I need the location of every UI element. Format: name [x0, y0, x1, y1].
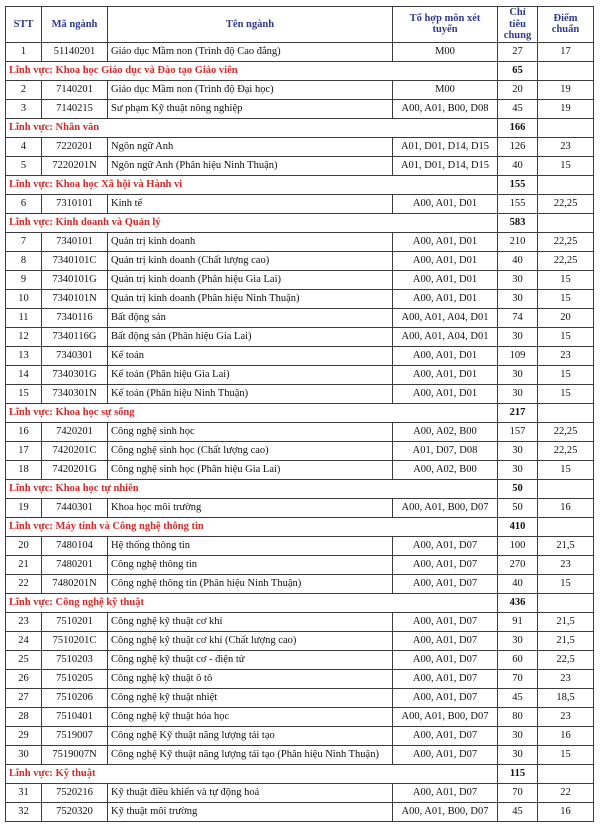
cell-quota: 45 — [498, 802, 538, 821]
cell-code: 7340101N — [42, 289, 108, 308]
cell-combo: A01, D07, D08 — [393, 441, 498, 460]
cell-code: 7480104 — [42, 536, 108, 555]
cell-name: Sư phạm Kỹ thuật nông nghiệp — [108, 99, 393, 118]
cell-code: 7140215 — [42, 99, 108, 118]
cell-score: 15 — [538, 156, 594, 175]
cell-score: 16 — [538, 498, 594, 517]
cell-combo: A00, A01, D01 — [393, 346, 498, 365]
cell-combo: A00, A01, D01 — [393, 194, 498, 213]
cell-combo: M00 — [393, 80, 498, 99]
cell-score: 15 — [538, 460, 594, 479]
cell-name: Công nghệ thông tin (Phân hiệu Ninh Thuận) — [108, 574, 393, 593]
cell-quota: 70 — [498, 783, 538, 802]
cell-code: 51140201 — [42, 42, 108, 61]
section-total: 436 — [498, 593, 538, 612]
cell-name: Ngôn ngữ Anh — [108, 137, 393, 156]
cell-name: Giáo dục Mầm non (Trình độ Đại học) — [108, 80, 393, 99]
header-score: Điểm chuẩn — [538, 7, 594, 43]
cell-score: 22,25 — [538, 251, 594, 270]
cell-quota: 50 — [498, 498, 538, 517]
cell-stt: 7 — [6, 232, 42, 251]
cell-combo: A00, A01, D01 — [393, 251, 498, 270]
cell-name: Kinh tế — [108, 194, 393, 213]
section-row — [6, 213, 594, 232]
cell-code: 7520216 — [42, 783, 108, 802]
cell-quota: 30 — [498, 441, 538, 460]
section-empty-cell — [538, 213, 594, 232]
section-row — [6, 175, 594, 194]
cell-stt: 23 — [6, 612, 42, 631]
cell-stt: 19 — [6, 498, 42, 517]
cell-stt: 31 — [6, 783, 42, 802]
cell-code: 7340101 — [42, 232, 108, 251]
header-row — [6, 7, 594, 43]
table-row — [6, 99, 594, 118]
cell-code: 7340101C — [42, 251, 108, 270]
cell-quota: 100 — [498, 536, 538, 555]
cell-name: Công nghệ thông tin — [108, 555, 393, 574]
cell-score: 15 — [538, 745, 594, 764]
section-empty-cell — [538, 517, 594, 536]
cell-score: 17 — [538, 42, 594, 61]
section-empty-cell — [538, 61, 594, 80]
section-row — [6, 517, 594, 536]
cell-code: 7420201C — [42, 441, 108, 460]
cell-stt: 28 — [6, 707, 42, 726]
cell-name: Công nghệ sinh học — [108, 422, 393, 441]
cell-stt: 26 — [6, 669, 42, 688]
cell-name: Quản trị kinh doanh (Phân hiệu Ninh Thuận) — [108, 289, 393, 308]
section-row — [6, 479, 594, 498]
cell-score: 22,25 — [538, 441, 594, 460]
table-row — [6, 346, 594, 365]
table-row — [6, 688, 594, 707]
section-total: 50 — [498, 479, 538, 498]
section-name: Lĩnh vực: Khoa học Xã hội và Hành vi — [6, 175, 498, 194]
cell-quota: 40 — [498, 574, 538, 593]
cell-code: 7519007 — [42, 726, 108, 745]
table-row — [6, 669, 594, 688]
cell-name: Kế toán (Phân hiệu Ninh Thuận) — [108, 384, 393, 403]
cell-combo: A00, A01, B00, D08 — [393, 99, 498, 118]
cell-score: 15 — [538, 327, 594, 346]
cell-combo: A00, A01, D07 — [393, 574, 498, 593]
cell-quota: 70 — [498, 669, 538, 688]
cell-quota: 40 — [498, 251, 538, 270]
cell-stt: 17 — [6, 441, 42, 460]
cell-combo: A00, A01, B00, D07 — [393, 802, 498, 821]
cell-stt: 9 — [6, 270, 42, 289]
section-name: Lĩnh vực: Khoa học sự sống — [6, 403, 498, 422]
table-row — [6, 441, 594, 460]
cell-name: Kỹ thuật điều khiển và tự động hoá — [108, 783, 393, 802]
cell-stt: 6 — [6, 194, 42, 213]
cell-stt: 18 — [6, 460, 42, 479]
table-row — [6, 308, 594, 327]
table-row — [6, 745, 594, 764]
table-body — [6, 42, 594, 821]
cell-name: Bất động sản (Phân hiệu Gia Lai) — [108, 327, 393, 346]
cell-code: 7220201N — [42, 156, 108, 175]
cell-score: 15 — [538, 365, 594, 384]
cell-name: Bất động sản — [108, 308, 393, 327]
table-row — [6, 194, 594, 213]
table-row — [6, 422, 594, 441]
cell-code: 7480201 — [42, 555, 108, 574]
cell-name: Công nghệ kỹ thuật cơ khí (Chất lượng cao) — [108, 631, 393, 650]
cell-quota: 45 — [498, 688, 538, 707]
cell-score: 16 — [538, 726, 594, 745]
cell-stt: 10 — [6, 289, 42, 308]
cell-quota: 27 — [498, 42, 538, 61]
cell-score: 21,5 — [538, 612, 594, 631]
table-row — [6, 536, 594, 555]
section-total: 65 — [498, 61, 538, 80]
cell-quota: 30 — [498, 365, 538, 384]
table-row — [6, 783, 594, 802]
table-row — [6, 289, 594, 308]
table-row — [6, 251, 594, 270]
cell-stt: 27 — [6, 688, 42, 707]
cell-stt: 14 — [6, 365, 42, 384]
cell-code: 7510201C — [42, 631, 108, 650]
cell-score: 22,25 — [538, 232, 594, 251]
section-total: 155 — [498, 175, 538, 194]
cell-stt: 22 — [6, 574, 42, 593]
admission-scores-table — [5, 6, 594, 822]
cell-stt: 15 — [6, 384, 42, 403]
cell-name: Kỹ thuật môi trường — [108, 802, 393, 821]
header-combo: Tổ hợp môn xét tuyển — [393, 7, 498, 43]
cell-code: 7519007N — [42, 745, 108, 764]
cell-score: 15 — [538, 574, 594, 593]
cell-code: 7510203 — [42, 650, 108, 669]
cell-combo: A00, A01, D01 — [393, 270, 498, 289]
cell-name: Công nghệ Kỹ thuật năng lượng tái tạo — [108, 726, 393, 745]
cell-code: 7440301 — [42, 498, 108, 517]
cell-combo: A00, A01, D07 — [393, 536, 498, 555]
header-quota: Chỉ tiêu chung — [498, 7, 538, 43]
cell-code: 7510206 — [42, 688, 108, 707]
header-name: Tên ngành — [108, 7, 393, 43]
cell-code: 7340101G — [42, 270, 108, 289]
cell-combo: A00, A02, B00 — [393, 422, 498, 441]
cell-combo: A00, A01, D01 — [393, 289, 498, 308]
cell-score: 23 — [538, 707, 594, 726]
cell-stt: 5 — [6, 156, 42, 175]
cell-name: Ngôn ngữ Anh (Phân hiệu Ninh Thuận) — [108, 156, 393, 175]
cell-stt: 20 — [6, 536, 42, 555]
cell-quota: 30 — [498, 631, 538, 650]
cell-name: Công nghệ kỹ thuật cơ khí — [108, 612, 393, 631]
cell-combo: A00, A01, D07 — [393, 612, 498, 631]
section-total: 583 — [498, 213, 538, 232]
cell-quota: 60 — [498, 650, 538, 669]
cell-quota: 270 — [498, 555, 538, 574]
cell-combo: A00, A01, D07 — [393, 631, 498, 650]
section-empty-cell — [538, 118, 594, 137]
cell-quota: 40 — [498, 156, 538, 175]
cell-combo: A00, A01, B00, D07 — [393, 707, 498, 726]
cell-stt: 2 — [6, 80, 42, 99]
cell-stt: 12 — [6, 327, 42, 346]
cell-combo: A00, A01, D07 — [393, 669, 498, 688]
table-row — [6, 802, 594, 821]
cell-name: Hệ thống thông tin — [108, 536, 393, 555]
cell-code: 7520320 — [42, 802, 108, 821]
cell-combo: A00, A01, D07 — [393, 726, 498, 745]
cell-score: 22,25 — [538, 422, 594, 441]
cell-combo: M00 — [393, 42, 498, 61]
section-empty-cell — [538, 593, 594, 612]
table-row — [6, 42, 594, 61]
section-row — [6, 118, 594, 137]
header-code: Mã ngành — [42, 7, 108, 43]
table-row — [6, 631, 594, 650]
cell-combo: A00, A02, B00 — [393, 460, 498, 479]
section-total: 115 — [498, 764, 538, 783]
table-row — [6, 707, 594, 726]
cell-name: Công nghệ kỹ thuật cơ - điện tử — [108, 650, 393, 669]
cell-quota: 30 — [498, 460, 538, 479]
table-row — [6, 555, 594, 574]
cell-score: 22,5 — [538, 650, 594, 669]
cell-stt: 16 — [6, 422, 42, 441]
cell-score: 21,5 — [538, 536, 594, 555]
section-total: 217 — [498, 403, 538, 422]
table-row — [6, 270, 594, 289]
cell-code: 7140201 — [42, 80, 108, 99]
cell-stt: 1 — [6, 42, 42, 61]
cell-code: 7340301N — [42, 384, 108, 403]
section-row — [6, 764, 594, 783]
cell-score: 18,5 — [538, 688, 594, 707]
cell-score: 19 — [538, 99, 594, 118]
section-name: Lĩnh vực: Kỹ thuật — [6, 764, 498, 783]
cell-name: Công nghệ kỹ thuật ô tô — [108, 669, 393, 688]
cell-combo: A00, A01, D07 — [393, 650, 498, 669]
cell-score: 15 — [538, 384, 594, 403]
table-row — [6, 574, 594, 593]
table-row — [6, 156, 594, 175]
cell-combo: A01, D01, D14, D15 — [393, 137, 498, 156]
cell-code: 7340116G — [42, 327, 108, 346]
cell-name: Công nghệ sinh học (Chất lượng cao) — [108, 441, 393, 460]
cell-name: Quản trị kinh doanh — [108, 232, 393, 251]
cell-code: 7420201G — [42, 460, 108, 479]
cell-score: 22 — [538, 783, 594, 802]
cell-combo: A00, A01, D07 — [393, 745, 498, 764]
cell-stt: 29 — [6, 726, 42, 745]
table-row — [6, 327, 594, 346]
cell-code: 7480201N — [42, 574, 108, 593]
cell-quota: 210 — [498, 232, 538, 251]
table-row — [6, 80, 594, 99]
cell-stt: 30 — [6, 745, 42, 764]
table-row — [6, 612, 594, 631]
cell-combo: A00, A01, D07 — [393, 555, 498, 574]
cell-quota: 126 — [498, 137, 538, 156]
cell-quota: 155 — [498, 194, 538, 213]
table-row — [6, 498, 594, 517]
cell-stt: 8 — [6, 251, 42, 270]
cell-code: 7340301G — [42, 365, 108, 384]
cell-stt: 13 — [6, 346, 42, 365]
cell-score: 22,25 — [538, 194, 594, 213]
cell-name: Công nghệ Kỹ thuật năng lượng tái tạo (Phân hiệu Ninh Thuận) — [108, 745, 393, 764]
cell-quota: 30 — [498, 384, 538, 403]
cell-score: 15 — [538, 270, 594, 289]
cell-score: 23 — [538, 555, 594, 574]
cell-quota: 30 — [498, 289, 538, 308]
section-total: 166 — [498, 118, 538, 137]
cell-combo: A00, A01, D01 — [393, 384, 498, 403]
table-row — [6, 460, 594, 479]
section-total: 410 — [498, 517, 538, 536]
table-row — [6, 650, 594, 669]
cell-score: 23 — [538, 346, 594, 365]
cell-name: Giáo dục Mầm non (Trình độ Cao đẳng) — [108, 42, 393, 61]
cell-quota: 30 — [498, 726, 538, 745]
section-name: Lĩnh vực: Công nghệ kỹ thuật — [6, 593, 498, 612]
cell-code: 7220201 — [42, 137, 108, 156]
cell-name: Kế toán (Phân hiệu Gia Lai) — [108, 365, 393, 384]
cell-name: Khoa học môi trường — [108, 498, 393, 517]
cell-quota: 80 — [498, 707, 538, 726]
section-name: Lĩnh vực: Nhân văn — [6, 118, 498, 137]
cell-combo: A00, A01, D07 — [393, 783, 498, 802]
cell-quota: 30 — [498, 327, 538, 346]
cell-score: 16 — [538, 802, 594, 821]
cell-quota: 91 — [498, 612, 538, 631]
cell-stt: 3 — [6, 99, 42, 118]
section-empty-cell — [538, 403, 594, 422]
cell-stt: 24 — [6, 631, 42, 650]
cell-code: 7340301 — [42, 346, 108, 365]
cell-code: 7510205 — [42, 669, 108, 688]
cell-stt: 32 — [6, 802, 42, 821]
cell-combo: A00, A01, B00, D07 — [393, 498, 498, 517]
cell-name: Công nghệ kỹ thuật hóa học — [108, 707, 393, 726]
section-name: Lĩnh vực: Khoa học tự nhiên — [6, 479, 498, 498]
cell-quota: 74 — [498, 308, 538, 327]
cell-name: Công nghệ kỹ thuật nhiệt — [108, 688, 393, 707]
section-name: Lĩnh vực: Kinh doanh và Quản lý — [6, 213, 498, 232]
table-row — [6, 384, 594, 403]
section-name: Lĩnh vực: Máy tính và Công nghệ thông tin — [6, 517, 498, 536]
cell-quota: 109 — [498, 346, 538, 365]
section-empty-cell — [538, 175, 594, 194]
section-row — [6, 403, 594, 422]
cell-code: 7510401 — [42, 707, 108, 726]
table-row — [6, 365, 594, 384]
cell-quota: 30 — [498, 270, 538, 289]
cell-code: 7310101 — [42, 194, 108, 213]
cell-stt: 4 — [6, 137, 42, 156]
cell-name: Kế toán — [108, 346, 393, 365]
cell-name: Quản trị kinh doanh (Chất lượng cao) — [108, 251, 393, 270]
cell-name: Quản trị kinh doanh (Phân hiệu Gia Lai) — [108, 270, 393, 289]
cell-score: 20 — [538, 308, 594, 327]
cell-stt: 21 — [6, 555, 42, 574]
section-empty-cell — [538, 479, 594, 498]
table-row — [6, 232, 594, 251]
section-row — [6, 593, 594, 612]
cell-score: 19 — [538, 80, 594, 99]
cell-combo: A00, A01, D01 — [393, 365, 498, 384]
cell-combo: A00, A01, D01 — [393, 232, 498, 251]
cell-name: Công nghệ sinh học (Phân hiệu Gia Lai) — [108, 460, 393, 479]
cell-score: 23 — [538, 137, 594, 156]
cell-quota: 30 — [498, 745, 538, 764]
cell-code: 7420201 — [42, 422, 108, 441]
cell-stt: 11 — [6, 308, 42, 327]
cell-score: 21,5 — [538, 631, 594, 650]
section-row — [6, 61, 594, 80]
table-row — [6, 137, 594, 156]
cell-code: 7340116 — [42, 308, 108, 327]
cell-code: 7510201 — [42, 612, 108, 631]
table-row — [6, 726, 594, 745]
cell-quota: 20 — [498, 80, 538, 99]
header-stt: STT — [6, 7, 42, 43]
cell-quota: 157 — [498, 422, 538, 441]
cell-score: 23 — [538, 669, 594, 688]
cell-combo: A00, A01, A04, D01 — [393, 327, 498, 346]
cell-score: 15 — [538, 289, 594, 308]
cell-combo: A01, D01, D14, D15 — [393, 156, 498, 175]
section-name: Lĩnh vực: Khoa học Giáo dục và Đào tạo Giáo viên — [6, 61, 498, 80]
cell-stt: 25 — [6, 650, 42, 669]
cell-combo: A00, A01, A04, D01 — [393, 308, 498, 327]
cell-combo: A00, A01, D07 — [393, 688, 498, 707]
cell-quota: 45 — [498, 99, 538, 118]
section-empty-cell — [538, 764, 594, 783]
